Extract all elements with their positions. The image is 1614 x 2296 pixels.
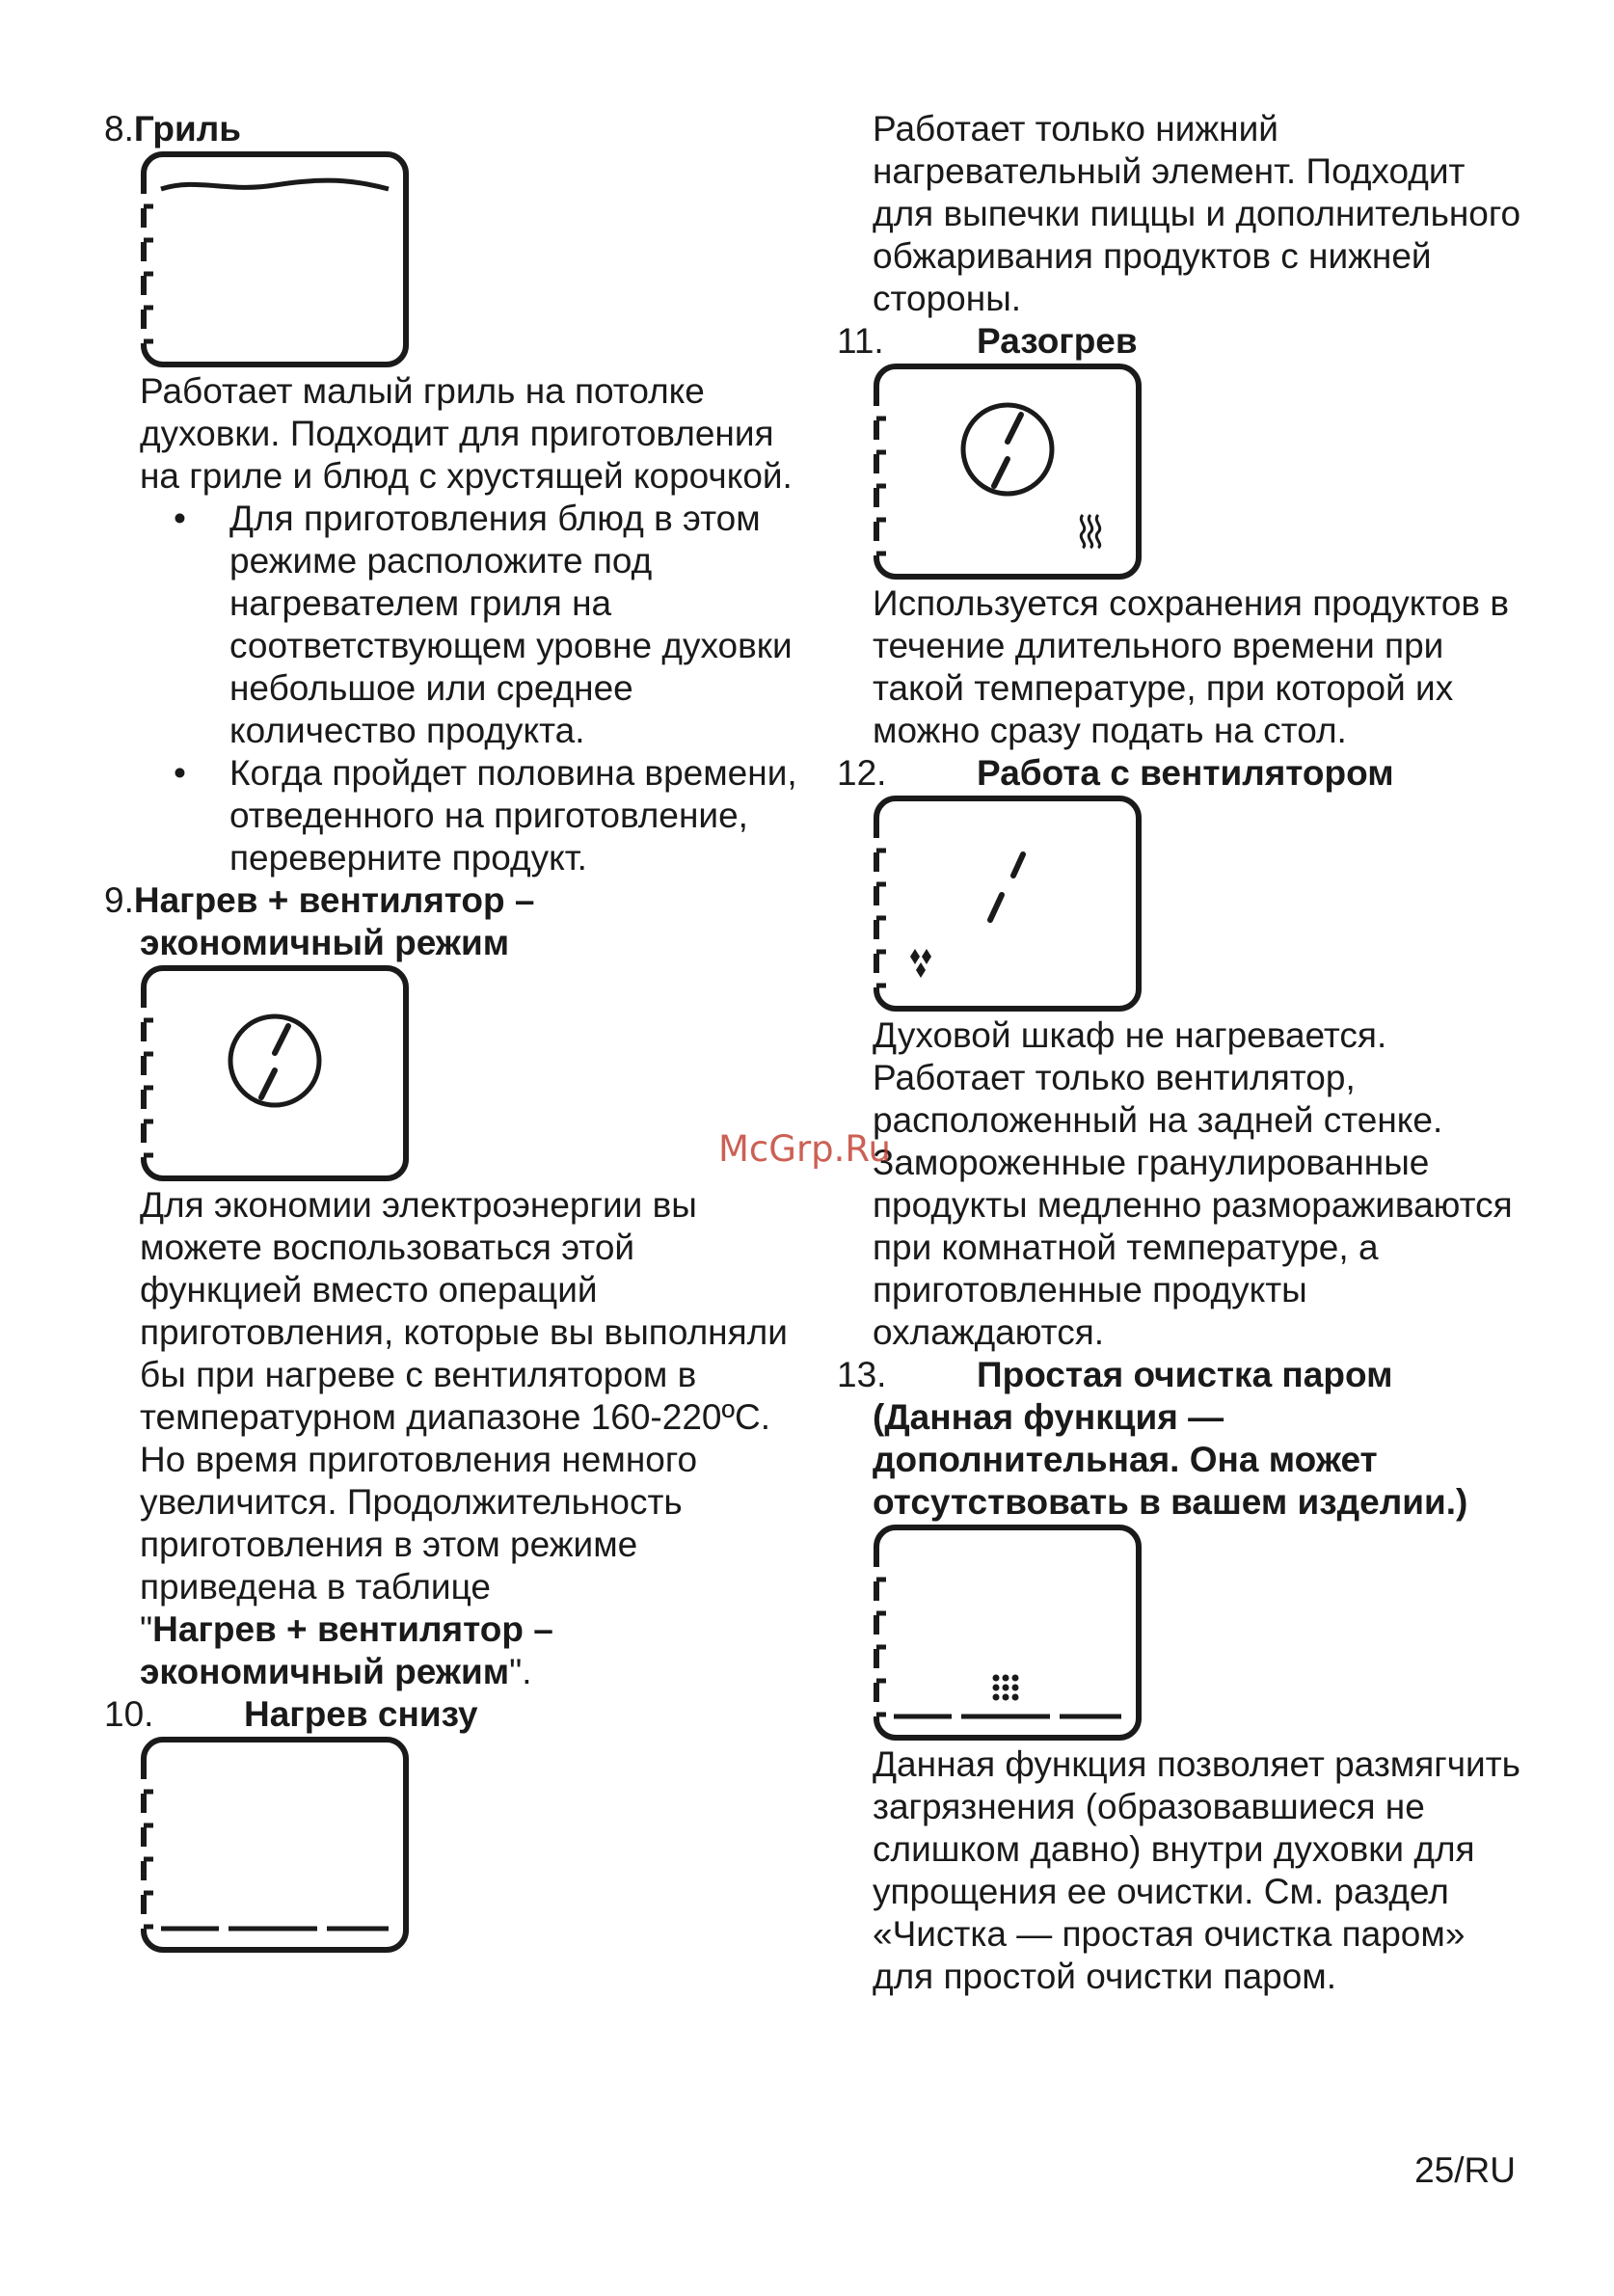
section-8-heading: [104, 108, 798, 150]
section-11-title: Разогрев: [977, 321, 1138, 361]
section-13-title-line1: Простая очистка паром: [977, 1355, 1393, 1394]
section-9-title-line1: Нагрев + вентилятор –: [133, 880, 535, 920]
keep-warm-icon: [873, 363, 1143, 581]
section-11-heading: [837, 320, 1531, 363]
steam-clean-icon: [873, 1524, 1143, 1742]
section-12-text: Духовой шкаф не нагревается. Работает только вентилятор, расположенный на задней стенке. Замороженные гранулированные продукты медленно размораживаются при комнатной температуре, а приготовленные продукты охлаждаются.: [873, 1015, 1513, 1352]
bottom-heat-icon: [140, 1736, 410, 1954]
section-13-number: 13.: [837, 1355, 887, 1394]
section-13-text: Данная функция позволяет размягчить загрязнения (образовавшиеся не слишком давно) внутри духовки для упрощения ее очистки. См. раздел «Чистка — простая очистка паром» для простой очистки паром.: [873, 1744, 1520, 1996]
section-9-text: Для экономии электроэнергии вы можете воспользоваться этой функцией вместо операций приготовления, которые вы выполняли бы при нагреве с вентилятором в температурном диапазоне 160-220ºC. Но время приготовления немного увеличится. Продолжительность приготовления в этом режиме приведена в таблице "Нагрев + вентилятор – экономичный режим".: [140, 1185, 788, 1691]
table-reference-line1: Нагрев + вентилятор –: [152, 1609, 553, 1649]
left-column: [104, 108, 798, 1956]
section-11-number: 11.: [837, 321, 884, 361]
section-10-heading: [104, 1693, 798, 1736]
defrost-fan-icon: [873, 795, 1143, 1013]
list-item: • Когда пройдет половина времени, отведенного на приготовление, переверните продукт.: [174, 753, 797, 878]
section-13-heading: [837, 1354, 1531, 1396]
section-12-heading: [837, 752, 1531, 795]
bullet-marker: •: [174, 753, 186, 793]
section-12-title: Работа с вентилятором: [977, 753, 1394, 793]
section-8-bullets: [104, 498, 798, 879]
right-column: [837, 108, 1531, 1998]
section-12-number: 12.: [837, 753, 887, 793]
section-10-number: 10.: [104, 1694, 154, 1734]
section-8-title: Гриль: [133, 109, 242, 149]
section-9-number: 9.: [104, 880, 134, 920]
list-item: • Для приготовления блюд в этом режиме расположите под нагревателем гриля на соответствующем уровне духовки небольшое или среднее количество продукта.: [174, 499, 793, 750]
section-8-number: 8.: [104, 109, 134, 149]
table-reference-line2: экономичный режим: [140, 1652, 510, 1691]
watermark: McGrp.Ru: [718, 1128, 891, 1170]
section-10-title: Нагрев снизу: [244, 1694, 478, 1734]
grill-icon: [140, 150, 410, 368]
page-number: 25/RU: [1414, 2150, 1516, 2190]
section-10-text: Работает только нижний нагревательный элемент. Подходит для выпечки пиццы и дополнительного обжаривания продуктов с нижней стороны.: [873, 109, 1521, 318]
section-11-text: Используется сохранения продуктов в течение длительного времени при такой температуре, при которой их можно сразу подать на стол.: [873, 583, 1510, 750]
fan-eco-icon: [140, 964, 410, 1182]
section-9-title-line2: экономичный режим: [140, 923, 510, 962]
section-8-text: Работает малый гриль на потолке духовки. Подходит для приготовления на гриле и блюд с хрустящей корочкой.: [140, 371, 793, 496]
section-13-title-line2: (Данная функция — дополнительная. Она может отсутствовать в вашем изделии.): [873, 1397, 1468, 1522]
section-9-heading: [104, 879, 798, 922]
bullet-marker: •: [174, 499, 186, 538]
